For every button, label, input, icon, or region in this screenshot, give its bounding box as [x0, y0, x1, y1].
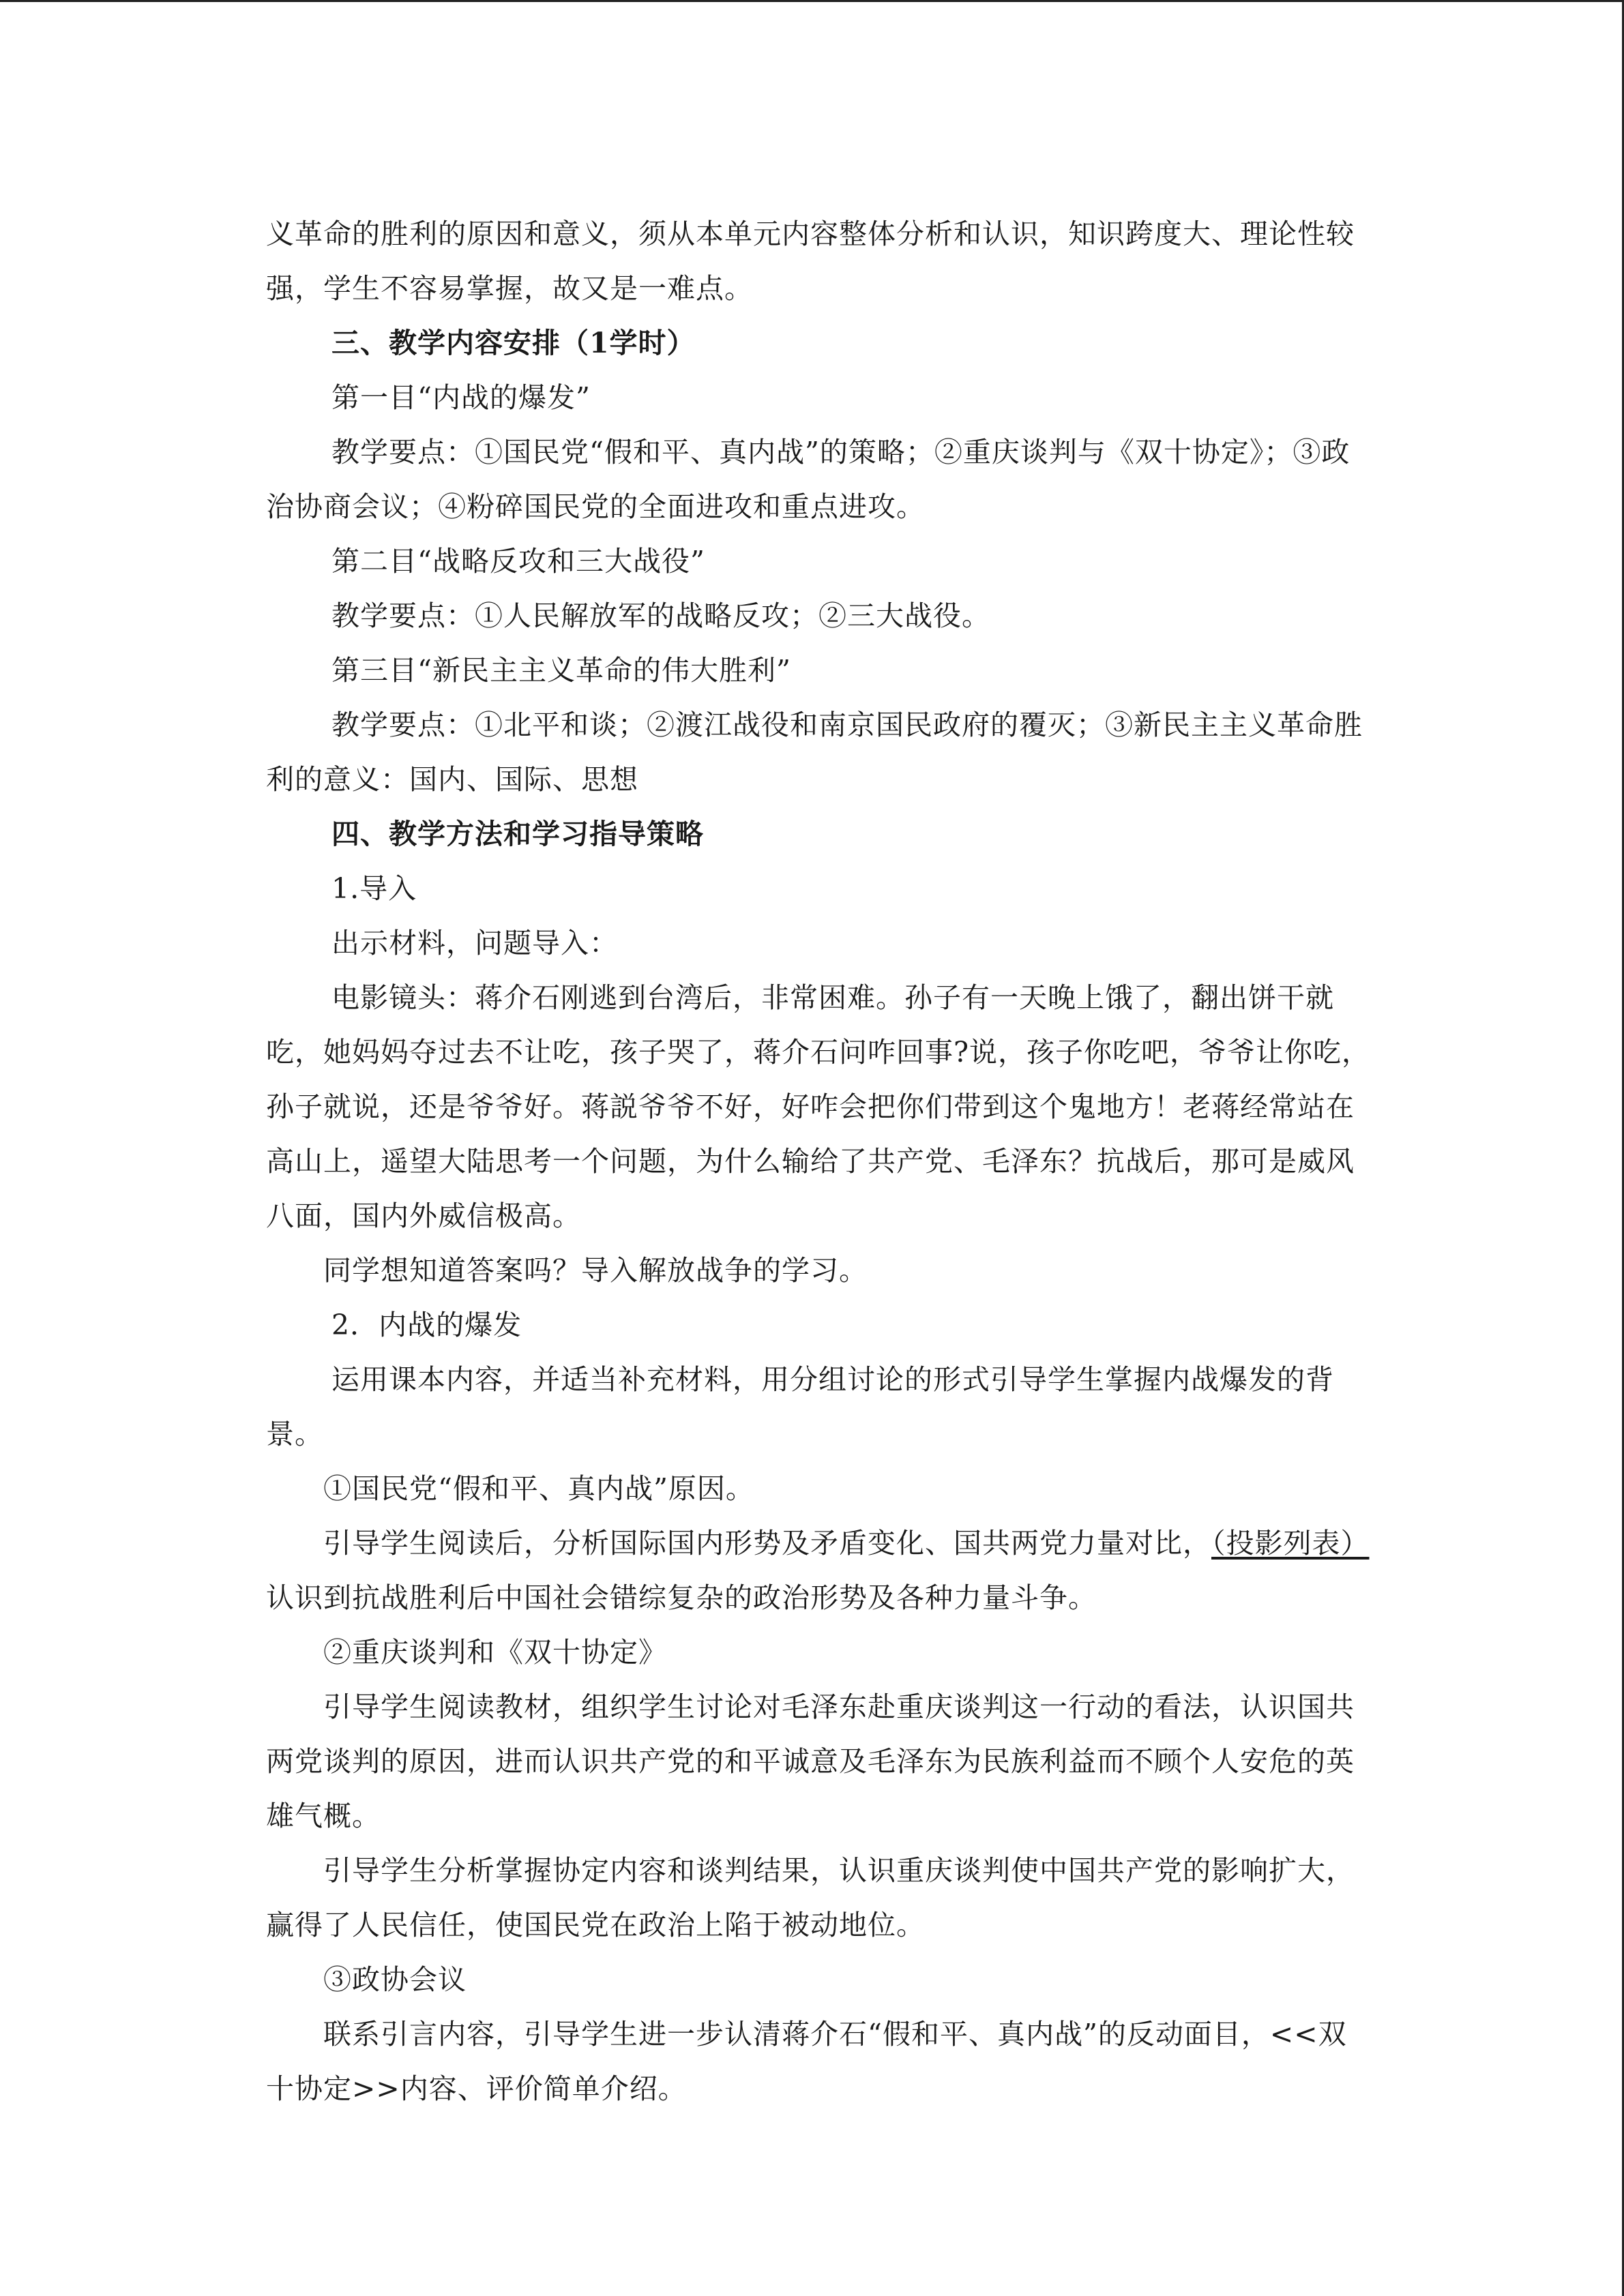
text-line: 强，学生不容易掌握，故又是一难点。 [266, 272, 753, 305]
text-line: ③政协会议 [323, 1963, 467, 1996]
text-line: ①国民党“假和平、真内战”原因。 [323, 1472, 754, 1505]
underlined-note: （投影列表） [1211, 1527, 1370, 1560]
text-line: 利的意义：国内、国际、思想 [266, 763, 638, 796]
text-line: 十协定>>内容、评价简单介绍。 [266, 2072, 687, 2105]
subsection-title: 第一目“内战的爆发” [331, 381, 591, 414]
item-heading: 1.导入 [331, 872, 417, 905]
text-line: 电影镜头：蒋介石刚逃到台湾后，非常困难。孙子有一天晚上饿了，翻出饼干就 [331, 981, 1334, 1014]
text-line: 两党谈判的原因，进而认识共产党的和平诚意及毛泽东为民族利益而不顾个人安危的英 [266, 1745, 1355, 1778]
text-line: 雄气概。 [266, 1800, 381, 1832]
text-line: 联系引言内容，引导学生进一步认清蒋介石“假和平、真内战”的反动面目，<<双 [323, 2018, 1347, 2051]
text-line: 引导学生阅读教材，组织学生讨论对毛泽东赴重庆谈判这一行动的看法，认识国共 [323, 1690, 1355, 1723]
text-line-with-note [266, 1516, 1378, 1570]
text-line: 孙子就说，还是爷爷好。蒋説爷爷不好，好咋会把你们带到这个鬼地方！老蒋经常站在 [266, 1090, 1355, 1123]
text-line: 运用课本内容，并适当补充材料，用分组讨论的形式引导学生掌握内战爆发的背 [331, 1363, 1334, 1396]
text-line: 教学要点：①北平和谈；②渡江战役和南京国民政府的覆灭；③新民主主义革命胜 [331, 709, 1363, 741]
text-line: 八面，国内外威信极高。 [266, 1199, 581, 1232]
text-line: 义革命的胜利的原因和意义，须从本单元内容整体分析和认识，知识跨度大、理论性较 [266, 218, 1355, 250]
document-body [266, 207, 1378, 2116]
text-line: 治协商会议；④粉碎国民党的全面进攻和重点进攻。 [266, 490, 925, 523]
text-line: 认识到抗战胜利后中国社会错综复杂的政治形势及各种力量斗争。 [266, 1581, 1097, 1614]
text-line: 景。 [266, 1418, 323, 1450]
subsection-title: 第三目“新民主主义革命的伟大胜利” [331, 654, 791, 687]
text-line: 赢得了人民信任，使国民党在政治上陷于被动地位。 [266, 1909, 925, 1941]
text-line: 教学要点：①国民党“假和平、真内战”的策略；②重庆谈判与《双十协定》；③政 [331, 436, 1350, 468]
text-line: 同学想知道答案吗？导入解放战争的学习。 [323, 1254, 868, 1287]
section-heading: 三、教学内容安排（1学时） [331, 327, 696, 359]
subsection-title: 第二目“战略反攻和三大战役” [331, 545, 705, 578]
item-heading: 2．内战的爆发 [331, 1309, 522, 1341]
text-line: 教学要点：①人民解放军的战略反攻；②三大战役。 [331, 599, 990, 632]
text-line: 引导学生分析掌握协定内容和谈判结果，认识重庆谈判使中国共产党的影响扩大， [323, 1854, 1355, 1887]
text-line: 出示材料，问题导入： [331, 927, 618, 959]
section-heading: 四、教学方法和学习指导策略 [331, 818, 704, 850]
text-line: 高山上，遥望大陆思考一个问题，为什么输给了共产党、毛泽东？抗战后，那可是威风 [266, 1145, 1355, 1178]
text-line: ②重庆谈判和《双十协定》 [323, 1636, 667, 1669]
text-line: 吃，她妈妈夺过去不让吃，孩子哭了，蒋介石问咋回事?说，孩子你吃吧，爷爷让你吃， [266, 1036, 1370, 1069]
text-segment: 引导学生阅读后，分析国际国内形势及矛盾变化、国共两党力量对比， [323, 1527, 1211, 1560]
